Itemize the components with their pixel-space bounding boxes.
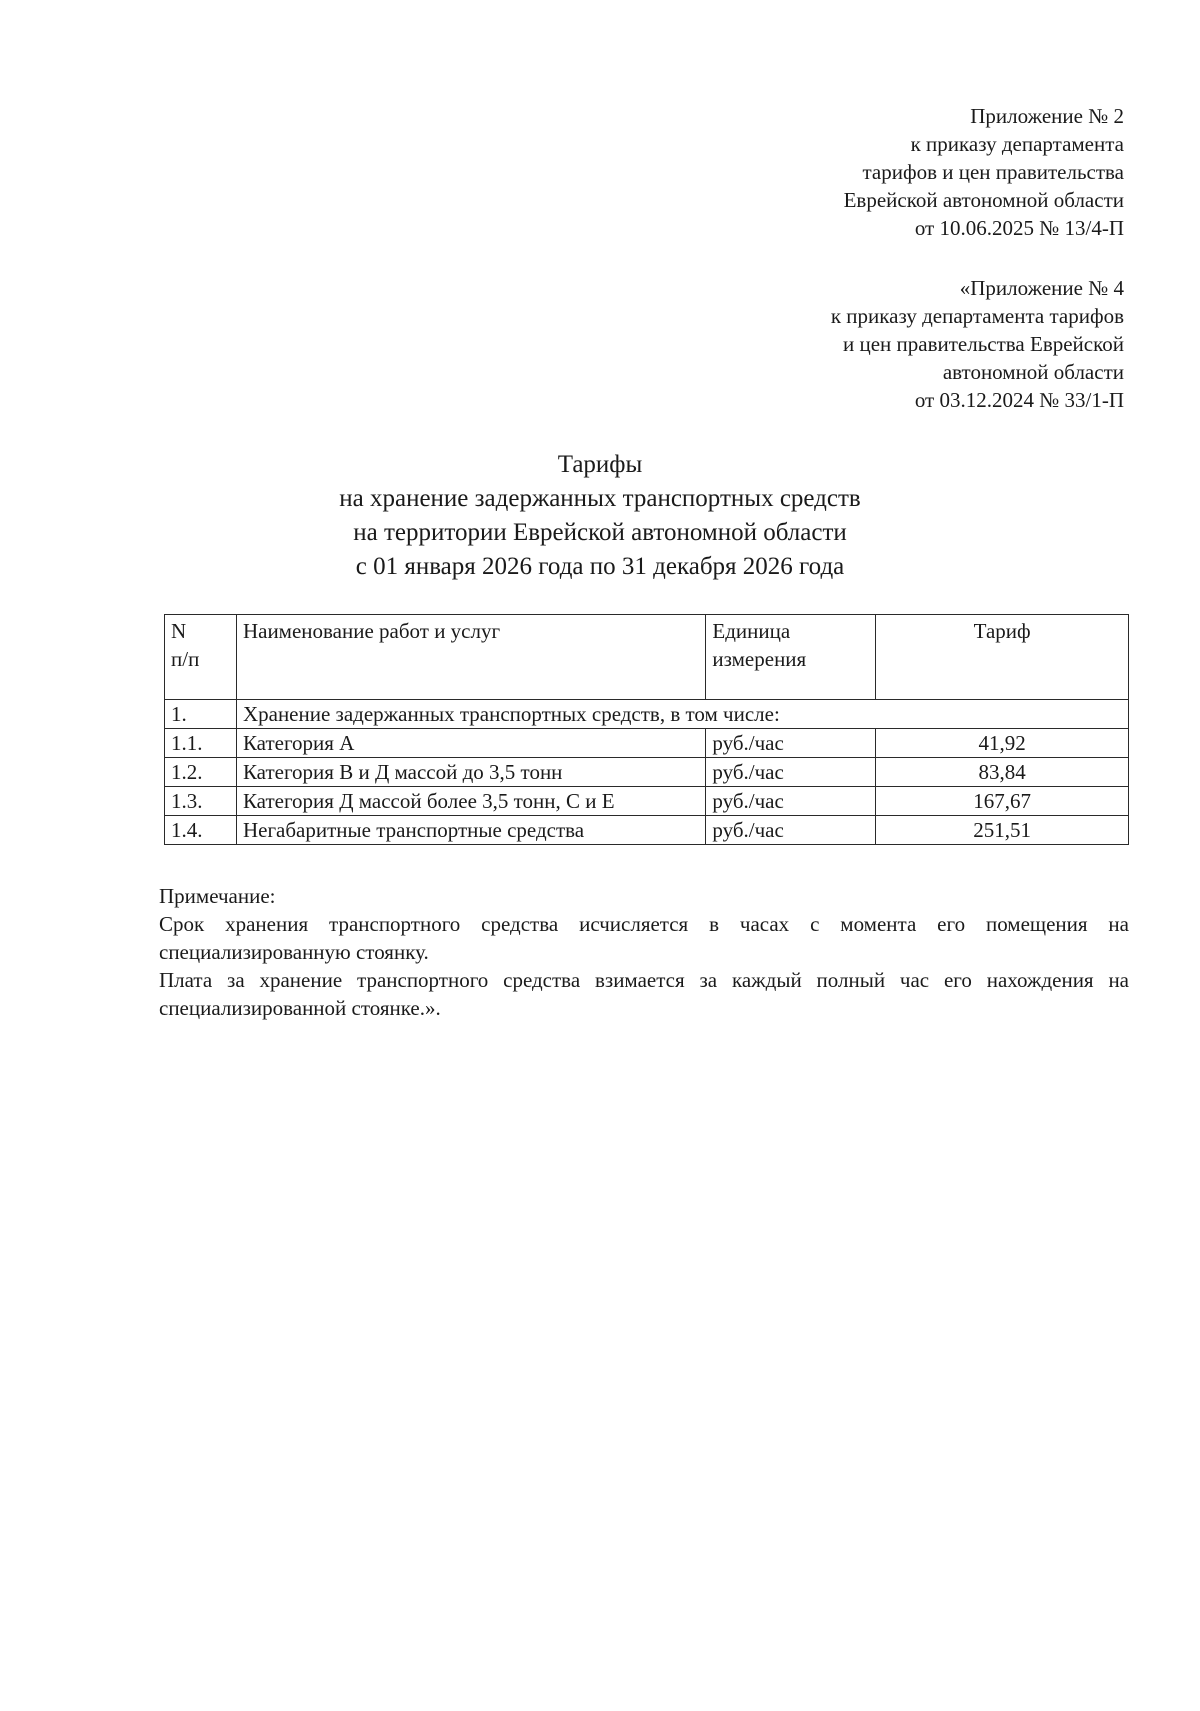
header-name: Наименование работ и услуг: [236, 615, 705, 700]
row-tariff: 41,92: [876, 729, 1129, 758]
title-line: Тарифы: [557, 451, 643, 478]
header-tariff: Тариф: [876, 615, 1129, 700]
row-unit: руб./час: [706, 787, 876, 816]
appendix-4-line: автономной области: [942, 360, 1124, 384]
title-line: на хранение задержанных транспортных средств: [339, 485, 861, 512]
section-number: 1.: [165, 700, 237, 729]
header-number: [165, 615, 237, 700]
row-name: Негабаритные транспортные средства: [236, 816, 705, 845]
header-number-line2: п/п: [171, 647, 200, 671]
appendix-4-line: и цен правительства Еврейской: [842, 332, 1124, 356]
header-number-line1: N: [171, 619, 187, 643]
note-heading: Примечание:: [159, 884, 276, 908]
section-name: Хранение задержанных транспортных средств, в том числе:: [236, 700, 1128, 729]
row-tariff: 251,51: [876, 816, 1129, 845]
row-name: Категория А: [236, 729, 705, 758]
table-header-row: [165, 615, 1129, 700]
row-number: 1.1.: [165, 729, 237, 758]
appendix-4-line: от 03.12.2024 № 33/1-П: [914, 388, 1124, 412]
table-section-row: [165, 700, 1129, 729]
row-unit: руб./час: [706, 816, 876, 845]
header-unit: [706, 615, 876, 700]
row-number: 1.3.: [165, 787, 237, 816]
document-title: [0, 448, 1200, 584]
row-number: 1.2.: [165, 758, 237, 787]
table-row: [165, 758, 1129, 787]
appendix-4-line: «Приложение № 4: [959, 276, 1124, 300]
row-tariff: 167,67: [876, 787, 1129, 816]
row-name: Категория В и Д массой до 3,5 тонн: [236, 758, 705, 787]
table-row: [165, 729, 1129, 758]
appendix-2-reference: [844, 102, 1124, 242]
appendix-2-line: от 10.06.2025 № 13/4-П: [914, 216, 1124, 240]
row-name: Категория Д массой более 3,5 тонн, С и Е: [236, 787, 705, 816]
row-unit: руб./час: [706, 729, 876, 758]
appendix-4-reference: [831, 274, 1124, 414]
row-unit: руб./час: [706, 758, 876, 787]
header-unit-line2: измерения: [712, 647, 807, 671]
appendix-2-line: Еврейской автономной области: [843, 188, 1124, 212]
appendix-2-line: Приложение № 2: [970, 104, 1124, 128]
title-line: на территории Еврейской автономной области: [353, 519, 847, 546]
row-tariff: 83,84: [876, 758, 1129, 787]
title-line: с 01 января 2026 года по 31 декабря 2026 года: [355, 553, 845, 580]
tariffs-table: [164, 614, 1129, 845]
appendix-4-line: к приказу департамента тарифов: [830, 304, 1124, 328]
appendix-2-line: к приказу департамента: [910, 132, 1124, 156]
row-number: 1.4.: [165, 816, 237, 845]
note-paragraph: Плата за хранение транспортного средства взимается за каждый полный час его нахождения на специализированной стоянке.».: [159, 968, 1129, 1020]
header-unit-line1: Единица: [712, 619, 791, 643]
table-row: [165, 816, 1129, 845]
table-row: [165, 787, 1129, 816]
note-paragraph: Срок хранения транспортного средства исчисляется в часах с момента его помещения на специализированную стоянку.: [159, 912, 1129, 964]
appendix-2-line: тарифов и цен правительства: [862, 160, 1124, 184]
note-section: [159, 882, 1129, 1022]
